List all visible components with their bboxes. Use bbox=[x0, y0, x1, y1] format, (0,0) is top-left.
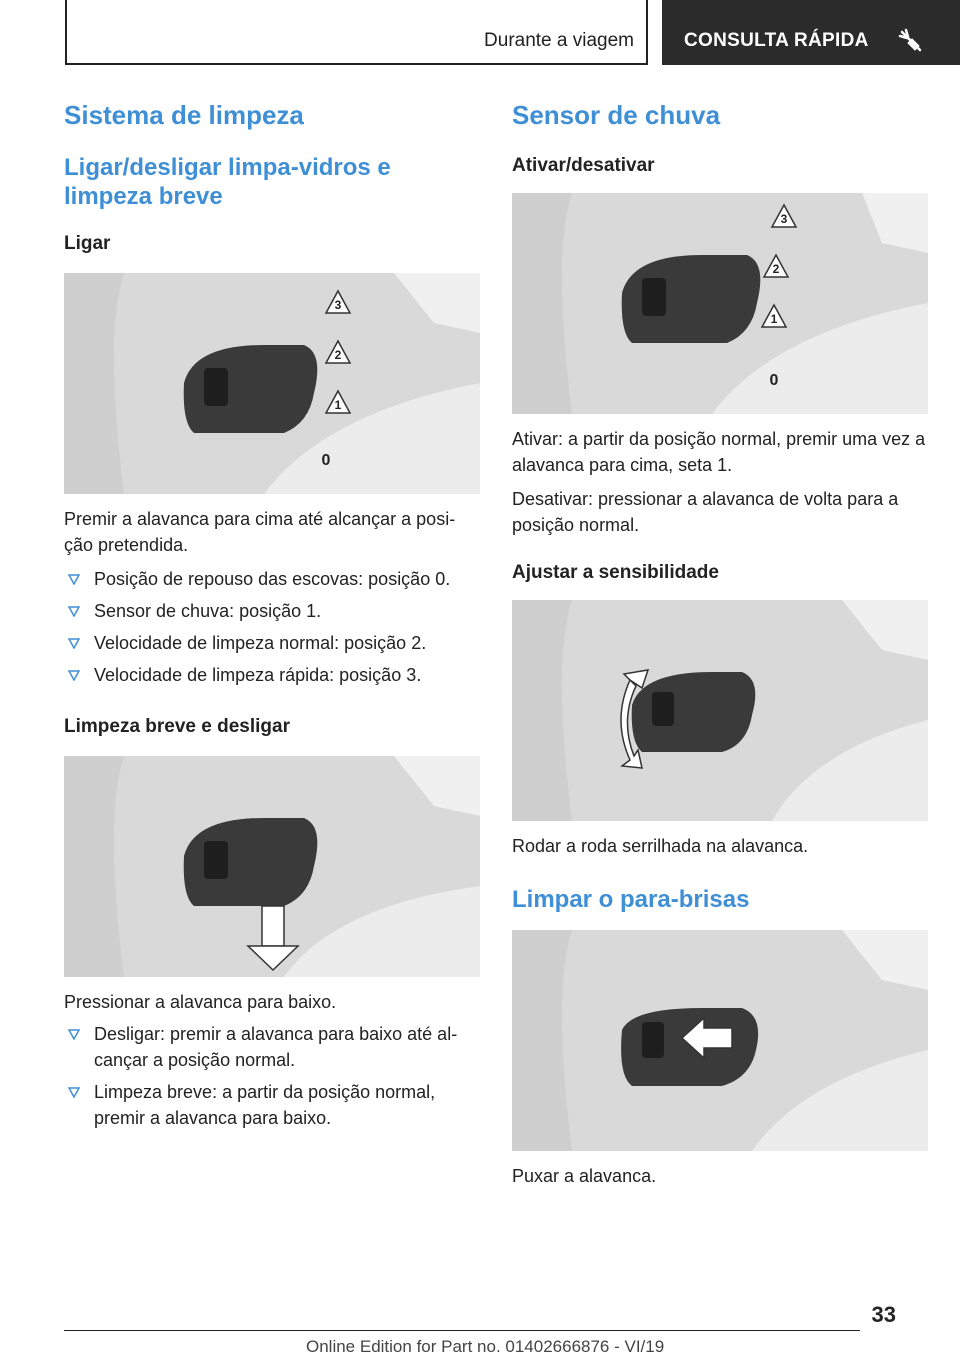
triangle-bullet-icon bbox=[68, 670, 80, 681]
header-section-tab bbox=[65, 0, 648, 65]
fig1-label-0: 0 bbox=[321, 452, 331, 469]
triangle-bullet-icon bbox=[68, 606, 80, 617]
fig-rs-label-2: 2 bbox=[772, 262, 780, 276]
triangle-bullet-icon bbox=[68, 638, 80, 649]
fig1-label-3: 3 bbox=[334, 298, 342, 312]
ligar-paragraph: Premir a alavanca para cima até alcançar a posi-ção pretendida. bbox=[64, 509, 456, 555]
figure-lever-up bbox=[64, 273, 480, 494]
ativar-paragraph: Ativar: a partir da posição normal, premir uma vez a alavanca para cima, seta 1. bbox=[512, 429, 926, 475]
list-item: Desligar: premir a alavanca para baixo até al-cançar a posição normal. bbox=[64, 1021, 480, 1073]
header-section-label: Durante a viagem bbox=[484, 30, 634, 51]
sensor-title: Sensor de chuva bbox=[512, 100, 721, 130]
triangle-bullet-icon bbox=[68, 1087, 80, 1098]
right-column bbox=[512, 100, 928, 1189]
breve-paragraph: Pressionar a alavanca para baixo. bbox=[64, 992, 337, 1012]
fig1-label-2: 2 bbox=[334, 348, 342, 362]
sensibilidade-heading: Ajustar a sensibilidade bbox=[512, 562, 719, 583]
pointer-hand-icon bbox=[898, 28, 924, 54]
ligar-heading: Ligar bbox=[64, 233, 111, 254]
figure-rain-sensor bbox=[512, 193, 928, 414]
triangle-bullet-icon bbox=[68, 1029, 80, 1040]
figure-lever-down bbox=[64, 756, 480, 977]
list-item: Limpeza breve: a partir da posição normal, premir a alavanca para baixo. bbox=[64, 1079, 480, 1131]
ligar-list bbox=[64, 566, 480, 688]
fig-rs-label-0: 0 bbox=[769, 372, 779, 389]
ativar-heading: Ativar/desativar bbox=[512, 155, 655, 176]
list-item: Posição de repouso das escovas: posição 0. bbox=[64, 566, 480, 592]
breve-list bbox=[64, 1021, 480, 1131]
fig-rs-label-3: 3 bbox=[780, 212, 788, 226]
quick-reference-tab bbox=[662, 0, 960, 65]
triangle-bullet-icon bbox=[68, 574, 80, 585]
list-item: Velocidade de limpeza normal: posição 2. bbox=[64, 630, 480, 656]
breve-heading: Limpeza breve e desligar bbox=[64, 716, 290, 737]
sensibilidade-paragraph: Rodar a roda serrilhada na alavanca. bbox=[512, 836, 809, 856]
page-title: Sistema de limpeza bbox=[64, 100, 304, 130]
subsection-title: Ligar/desligar limpa-vidros e limpeza breve bbox=[64, 154, 391, 210]
list-item: Velocidade de limpeza rápida: posição 3. bbox=[64, 662, 480, 688]
desativar-paragraph: Desativar: pressionar a alavanca de volta para a posição normal. bbox=[512, 489, 899, 535]
figure-pull-lever bbox=[512, 930, 928, 1151]
footer-divider bbox=[64, 1330, 860, 1331]
list-item: Sensor de chuva: posição 1. bbox=[64, 598, 480, 624]
limpar-title: Limpar o para-brisas bbox=[512, 886, 750, 913]
page-number: 33 bbox=[871, 1302, 896, 1327]
figure-sensitivity-wheel bbox=[512, 600, 928, 821]
fig1-label-1: 1 bbox=[334, 398, 342, 412]
left-column bbox=[64, 100, 480, 1131]
footer-edition: Online Edition for Part no. 01402666876 - VI/19 bbox=[306, 1337, 665, 1356]
quick-reference-label: CONSULTA RÁPIDA bbox=[684, 30, 869, 51]
limpar-paragraph: Puxar a alavanca. bbox=[512, 1166, 657, 1186]
fig-rs-label-1: 1 bbox=[770, 312, 778, 326]
